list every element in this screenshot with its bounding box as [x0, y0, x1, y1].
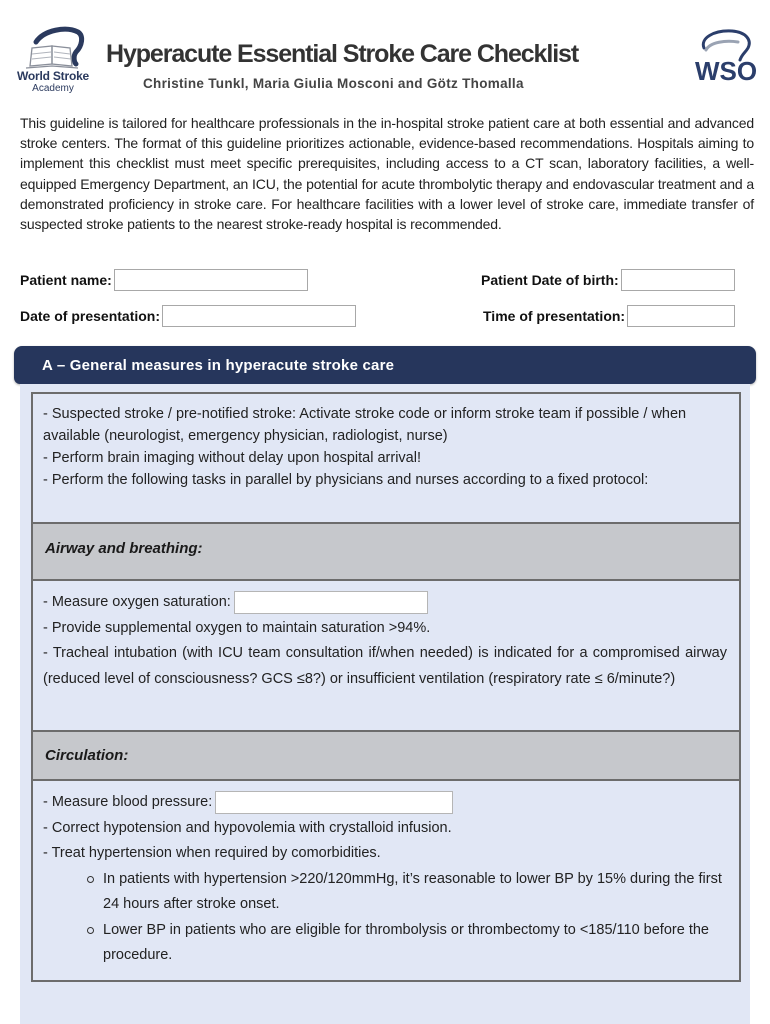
open-book-icon — [18, 24, 88, 70]
world-stroke-academy-logo — [8, 24, 98, 98]
section-a-title: A – General measures in hyperacute stroke care — [42, 357, 395, 374]
logo-line-2: Academy — [32, 83, 74, 94]
circulation-item: - Treat hypertension when required by comorbidities. — [43, 845, 381, 861]
wso-logo — [690, 28, 768, 88]
time-of-presentation-label: Time of presentation: — [483, 308, 626, 324]
airway-box — [31, 581, 741, 731]
patient-dob-input[interactable] — [621, 269, 735, 291]
general-item: - Suspected stroke / pre-notified stroke: Activate stroke code or inform stroke team if possible / when available (neurologist, emergency physician, radiologist, nurse) — [43, 406, 687, 444]
patient-name-row — [20, 269, 308, 291]
circulation-sub-item: Lower BP in patients who are eligible for thrombolysis or thrombectomy to <185/110 before the procedure. — [85, 918, 739, 969]
circulation-box — [31, 781, 741, 982]
circulation-title: Circulation: — [45, 747, 129, 764]
circulation-item: - Correct hypotension and hypovolemia with crystalloid infusion. — [43, 819, 452, 836]
wso-logo-text: WSO — [695, 56, 758, 86]
general-measures-box — [31, 392, 741, 523]
airway-item: - Tracheal intubation (with ICU team consultation if/when needed) is indicated for a compromised airway (reduced level of consciousness? GCS ≤8?) or insufficient ventilation (respiratory rate ≤ 6/minute?) — [43, 645, 727, 687]
circulation-sub-item: In patients with hypertension >220/120mmHg, it’s reasonable to lower BP by 15% during the first 24 hours after stroke onset. — [85, 867, 739, 918]
airway-subheader — [31, 522, 741, 581]
patient-name-input[interactable] — [114, 269, 308, 291]
date-of-presentation-label: Date of presentation: — [20, 308, 161, 324]
patient-name-label: Patient name: — [20, 272, 112, 288]
circulation-sub-list — [43, 867, 739, 969]
blood-pressure-input[interactable] — [215, 791, 453, 814]
oxygen-saturation-label: - Measure oxygen saturation: — [43, 594, 231, 610]
intro-paragraph: This guideline is tailored for healthcare professionals in the in-hospital stroke patient care at both essential and advanced stroke centers. The format of this guideline prioritizes actionable, evidence-based recommendations. Hospitals aiming to implement this checklist must meet specific prerequisites, including access to a CT scan, laboratory facilities, a well-equipped Emergency Department, an ICU, the potential for acute thrombolytic therapy and endovascular treatment and a demonstrated proficiency in stroke care. For healthcare facilities with a lower level of stroke care, immediate transfer of suspected stroke patients to the nearest stroke-ready hospital is recommended. — [20, 115, 754, 233]
oxygen-saturation-input[interactable] — [234, 591, 428, 614]
time-of-presentation-input[interactable] — [627, 305, 735, 327]
general-item: - Perform the following tasks in parallel by physicians and nurses according to a fixed protocol: — [43, 472, 649, 488]
circulation-subheader — [31, 730, 741, 781]
general-item: - Perform brain imaging without delay upon hospital arrival! — [43, 450, 421, 466]
date-of-presentation-row — [20, 305, 356, 327]
airway-item: - Provide supplemental oxygen to maintain saturation >94%. — [43, 619, 431, 636]
authors: Christine Tunkl, Maria Giulia Mosconi and Götz Thomalla — [143, 76, 524, 91]
page-title: Hyperacute Essential Stroke Care Checklist — [106, 40, 579, 68]
patient-dob-label: Patient Date of birth: — [481, 272, 619, 288]
date-of-presentation-input[interactable] — [162, 305, 356, 327]
airway-title: Airway and breathing: — [45, 540, 203, 557]
patient-dob-row — [481, 269, 735, 291]
time-of-presentation-row — [483, 305, 735, 327]
logo-line-1: World Stroke — [16, 69, 90, 83]
document-header — [0, 0, 770, 105]
section-a-header — [14, 346, 756, 384]
blood-pressure-label: - Measure blood pressure: — [43, 794, 213, 810]
